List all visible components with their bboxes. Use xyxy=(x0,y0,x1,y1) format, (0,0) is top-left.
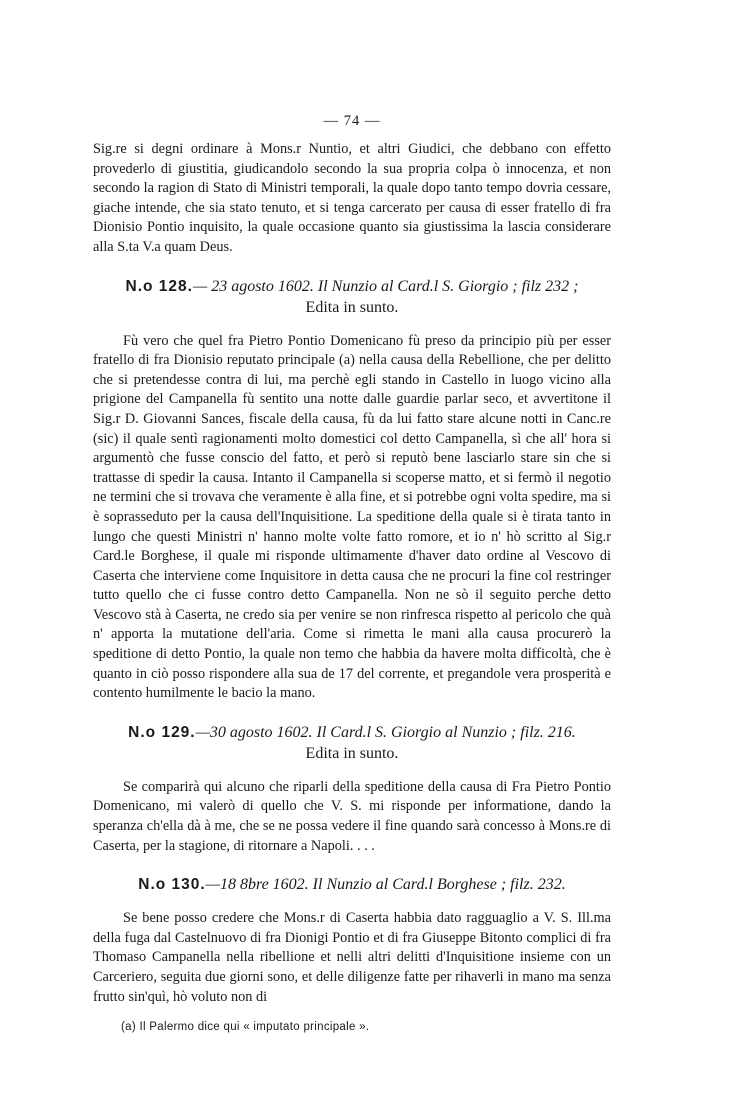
entry-heading-130 xyxy=(93,874,611,895)
entry-heading-128 xyxy=(93,276,611,297)
entry-body-128: Fù vero che quel fra Pietro Pontio Domenicano fù preso da principio più per esser fratello di fra Dionisio reputato principale (a) nella causa della Rebellione, che per delitto che si pretendesse contra di lui, ma perchè egli stando in Castello in luogo vicino alla prigione del Campanella fù sentito una notte dalle guardie parlar seco, et avvertitone il Sig.r D. Giovanni Sances, fiscale della causa, fù da lui fatto stare alcune notti in Canc.re (sic) il quale sentì ragionamenti molto domestici col detto Campanella, sì che all' hora si argumentò che fusse conscio del fatto, et però si reputò bene lasciarlo stare sin che si trattasse di spedir la causa. Intanto il Campanella si scoperse matto, et si fermò il negotio ne termini che si trovava che veramente è alla fine, et si potrebbe ogni volta spedire, ma si è soprasseduto per la causa dell'Inquisitione. La speditione della quale si è tirata tanto in lungo che questi Ministri n' hanno molte volte fatto romore, et io n' hò scritto al Sig.r Card.le Borghese, il quale mi risponde ultimamente d'haver dato ordine al Vescovo di Caserta che interviene come Inquisitore in detta causa che ne procuri la fine col restringer tutto quello che ci fusse contro detto Campanella. Non ne sò il seguito perche detto Vescovo stà à Caserta, ne credo sia per venire se non rinfresca rispetto al pericolo che quà n' apporta la mutatione dell'aria. Come si rimetta le mani alla causa procurerò la speditione di detto Pontio, la quale non temo che habbia da havere molta difficoltà, che è quanto in ciò posso rispondere alla sua de 17 del corrente, et pregandole vera prosperità e contento humilmente le bacio la mano. xyxy=(93,332,611,702)
entry-heading-129 xyxy=(93,722,611,743)
entry-heading-text: — 23 agosto 1602. Il Nunzio al Card.l S. Giorgio ; filz 232 ; xyxy=(192,277,579,295)
entry-edita-note: Edita in sunto. xyxy=(305,298,399,316)
entry-number: N.o 128. xyxy=(125,277,193,295)
entry-number: N.o 130. xyxy=(138,876,206,894)
intro-paragraph: Sig.re si degni ordinare à Mons.r Nuntio, et altri Giudici, che debbano con effetto provederlo di giustitia, giudicandolo secondo la sua propria colpa ò innocenza, et non secondo la ragion di Stato di Ministri temporali, la quale dopo tanto tempo dovria cessare, giache intende, che sia stato tenuto, et si tenga carcerato per causa di esser fratello di fra Dionisio Pontio inquisito, la quale occasione quanto sia giustissima la lascia considerare alla S.ta V.a quam Deus. xyxy=(93,141,611,255)
entry-body-130: Se bene posso credere che Mons.r di Caserta habbia dato ragguaglio a V. S. Ill.ma della fuga dal Castelnuovo di fra Dionigi Pontio et di fra Giuseppe Bitonto complici di fra Thomaso Campanella nella ribellione et nelli altri delitti d'Inquisitione insieme con un Carceriero, seguita due giorni sono, et delle diligenze fatte per rihaverli in mano ma senza frutto sin'quì, hò voluto non di xyxy=(93,910,611,1005)
entry-body-129: Se comparirà qui alcuno che riparli della speditione della causa di Fra Pietro Pontio Domenicano, mi valerò di quello che V. S. mi risponde per informatione, dando la speranza ch'ella dà à me, che se ne possa vedere il fine quando sarà concesso à Mons.re di Caserta, per la stagione, di ritornare a Napoli. . . . xyxy=(93,778,611,854)
entry-number: N.o 129. xyxy=(128,723,196,741)
entry-edita-note: Edita in sunto. xyxy=(305,744,399,762)
entry-heading-text: —18 8bre 1602. Il Nunzio al Card.l Borghese ; filz. 232. xyxy=(205,876,566,894)
document-page xyxy=(93,113,611,1033)
footnote: (a) Il Palermo dice qui « imputato principale ». xyxy=(121,1021,370,1034)
page-number: — 74 — xyxy=(323,113,381,129)
entry-heading-text: —30 agosto 1602. Il Card.l S. Giorgio al Nunzio ; filz. 216. xyxy=(195,723,576,741)
